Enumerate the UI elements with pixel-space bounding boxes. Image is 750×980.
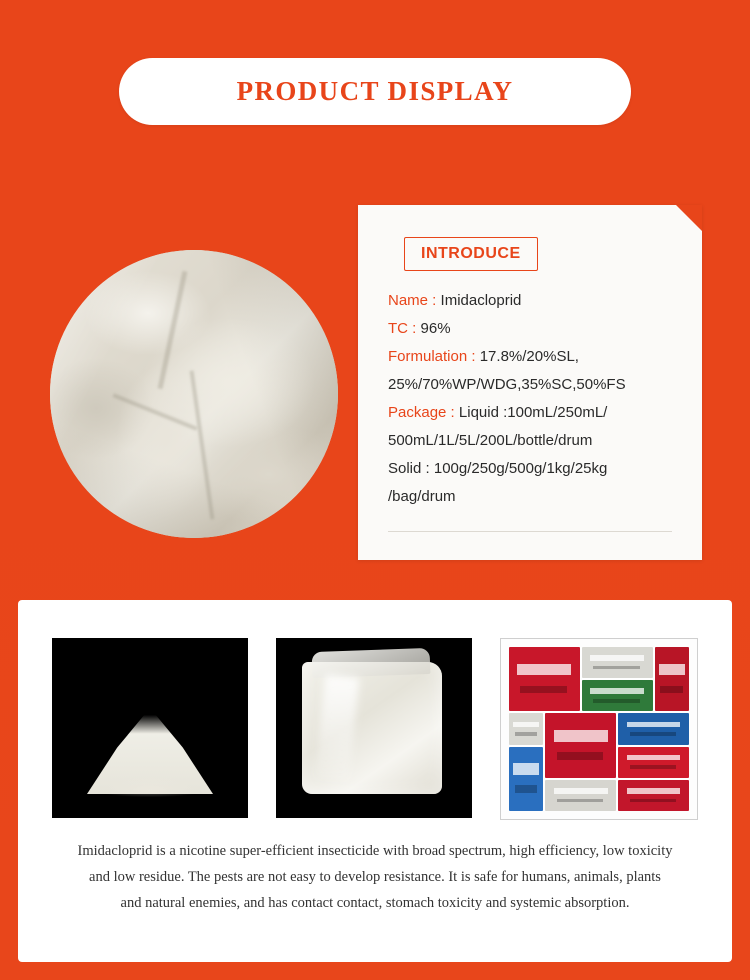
packet bbox=[618, 780, 689, 811]
spec-row-name bbox=[388, 287, 680, 315]
spec-value-package-line1: Liquid :100mL/250mL/ bbox=[458, 404, 608, 421]
packet bbox=[509, 747, 543, 811]
spec-row-package-cont3 bbox=[388, 483, 680, 511]
packet bbox=[618, 713, 689, 744]
packet bbox=[545, 780, 616, 811]
page-title-banner bbox=[119, 58, 631, 125]
spec-value-package-line4: /bag/drum bbox=[388, 488, 456, 505]
gallery-thumb-powder-bag bbox=[276, 638, 472, 818]
spec-row-formulation bbox=[388, 343, 680, 371]
spec-label-package: Package : bbox=[388, 404, 455, 421]
spec-label-formulation: Formulation : bbox=[388, 348, 476, 365]
spec-value-formulation-line2: 25%/70%WP/WDG,35%SC,50%FS bbox=[388, 376, 626, 393]
packet bbox=[509, 713, 543, 744]
packet bbox=[655, 647, 689, 711]
introduce-tag bbox=[404, 237, 538, 271]
description-line-2: and low residue. The pests are not easy to develop resistance. It is safe for humans, animals, plants bbox=[89, 869, 661, 885]
header bbox=[0, 58, 750, 125]
powder-pile bbox=[87, 708, 213, 794]
introduce-card bbox=[358, 205, 702, 560]
bag-highlight bbox=[315, 675, 360, 782]
packet bbox=[582, 680, 653, 711]
spec-row-package-cont1 bbox=[388, 427, 680, 455]
gallery-thumb-powder-pile bbox=[52, 638, 248, 818]
spec-row-tc bbox=[388, 315, 680, 343]
description-line-3: and natural enemies, and has contact contact, stomach toxicity and systemic absorption. bbox=[120, 895, 630, 911]
packet bbox=[618, 747, 689, 778]
spec-label-name: Name : bbox=[388, 292, 437, 309]
spec-value-tc: 96% bbox=[420, 320, 451, 337]
product-overview-section bbox=[0, 205, 750, 570]
spec-value-formulation-line1: 17.8%/20%SL, bbox=[479, 348, 579, 365]
packet-collage bbox=[509, 647, 689, 811]
spec-value-package-line2: 500mL/1L/5L/200L/bottle/drum bbox=[388, 432, 593, 449]
page-title: PRODUCT DISPLAY bbox=[236, 76, 514, 106]
packet bbox=[509, 647, 580, 711]
gallery-panel bbox=[18, 600, 732, 962]
packet bbox=[582, 647, 653, 678]
packet bbox=[545, 713, 616, 777]
card-divider bbox=[388, 531, 672, 532]
spec-label-tc: TC : bbox=[388, 320, 417, 337]
powder-bag bbox=[302, 662, 442, 794]
spec-row-package bbox=[388, 399, 680, 427]
gallery-thumb-packets bbox=[500, 638, 698, 820]
spec-value-name: Imidacloprid bbox=[440, 292, 522, 309]
description-line-1: Imidacloprid is a nicotine super-efficient insecticide with broad spectrum, high efficiency, low toxicity bbox=[77, 843, 673, 859]
spec-list bbox=[388, 287, 680, 511]
spec-value-package-line3: Solid : 100g/250g/500g/1kg/25kg bbox=[388, 460, 608, 477]
product-description bbox=[52, 838, 698, 916]
gallery-thumbs bbox=[18, 600, 732, 820]
spec-row-package-cont2 bbox=[388, 455, 680, 483]
product-photo-circle bbox=[50, 250, 338, 538]
spec-row-formulation-cont bbox=[388, 371, 680, 399]
introduce-tag-label: INTRODUCE bbox=[421, 245, 521, 262]
